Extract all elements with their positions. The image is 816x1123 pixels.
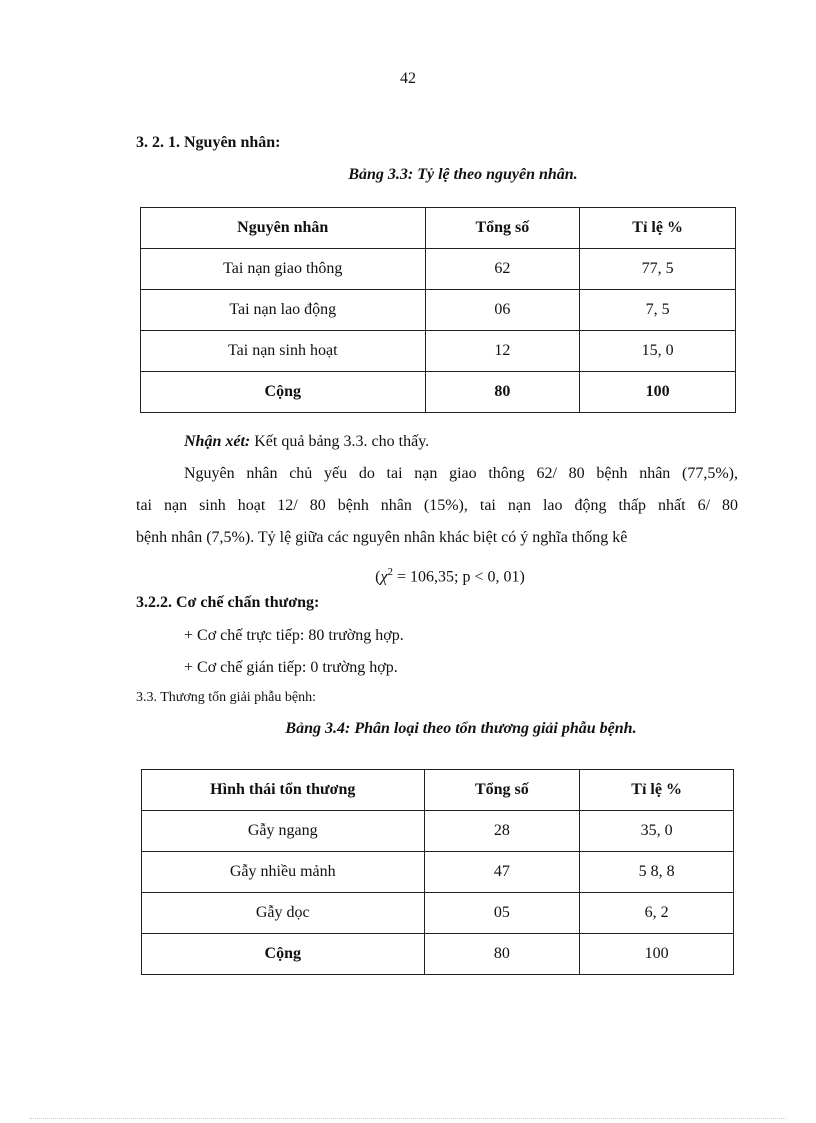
table-cell: 5 8, 8 <box>580 852 734 893</box>
table-cell: Cộng <box>141 372 426 413</box>
remark <box>184 426 429 458</box>
table-cell: 80 <box>424 934 580 975</box>
column-header: Nguyên nhân <box>141 208 426 249</box>
section-heading-causes: 3. 2. 1. Nguyên nhân: <box>136 134 281 151</box>
list-item: + Cơ chế gián tiếp: 0 trường hợp. <box>184 659 398 676</box>
table-cell: 05 <box>424 893 580 934</box>
table-cell: 62 <box>425 249 580 290</box>
page-footer-divider <box>30 1118 786 1119</box>
table-row <box>141 249 736 290</box>
table-header-row <box>142 770 734 811</box>
table-caption-3-4: Bảng 3.4: Phân loại theo tổn thương giải phẫu bệnh. <box>285 720 637 737</box>
table-cell: Tai nạn giao thông <box>141 249 426 290</box>
table-cell: 28 <box>424 811 580 852</box>
table-cell: 35, 0 <box>580 811 734 852</box>
column-header: Hình thái tổn thương <box>142 770 425 811</box>
paragraph-line: Nguyên nhân chủ yếu do tai nạn giao thông 62/ 80 bệnh nhân (77,5%), <box>184 465 738 482</box>
section-heading-lesions: 3.3. Thương tổn giải phẫu bệnh: <box>136 690 316 705</box>
chi-symbol: χ <box>380 568 388 586</box>
table-cell: 12 <box>425 331 580 372</box>
list-item: + Cơ chế trực tiếp: 80 trường hợp. <box>184 627 404 644</box>
table-row <box>142 811 734 852</box>
table-header-row <box>141 208 736 249</box>
stats-open: ( <box>375 568 381 586</box>
table-row <box>142 893 734 934</box>
table-cell: Gẫy nhiều mảnh <box>142 852 425 893</box>
statistics-result <box>0 556 816 593</box>
table-caption-3-3: Bảng 3.3: Tỷ lệ theo nguyên nhân. <box>348 166 578 183</box>
remark-text: Kết quả bảng 3.3. cho thấy. <box>250 433 430 450</box>
table-cell: 06 <box>425 290 580 331</box>
table-causes <box>140 207 736 413</box>
table-lesions <box>141 769 734 975</box>
table-cell: Gẫy ngang <box>142 811 425 852</box>
section-heading-mechanism: 3.2.2. Cơ chế chấn thương: <box>136 594 320 611</box>
page-number: 42 <box>400 70 416 87</box>
table-cell: 100 <box>580 934 734 975</box>
table-cell: Tai nạn lao động <box>141 290 426 331</box>
table-cell: 7, 5 <box>580 290 736 331</box>
table-cell: 100 <box>580 372 736 413</box>
stats-text: = 106,35; p < 0, 01) <box>393 568 525 586</box>
table-total-row <box>142 934 734 975</box>
column-header: Tổng số <box>424 770 580 811</box>
table-cell: 6, 2 <box>580 893 734 934</box>
column-header: Tổng số <box>425 208 580 249</box>
column-header: Tỉ lệ % <box>580 208 736 249</box>
paragraph-line: bệnh nhân (7,5%). Tỷ lệ giữa các nguyên nhân khác biệt có ý nghĩa thống kê <box>136 529 628 546</box>
chi-superscript: 2 <box>387 566 394 578</box>
column-header: Tỉ lệ % <box>580 770 734 811</box>
table-row <box>141 290 736 331</box>
table-cell: 47 <box>424 852 580 893</box>
table-cell: Cộng <box>142 934 425 975</box>
table-total-row <box>141 372 736 413</box>
table-cell: 80 <box>425 372 580 413</box>
table-row <box>141 331 736 372</box>
remark-label: Nhận xét: <box>184 433 251 450</box>
table-cell: Gẫy dọc <box>142 893 425 934</box>
paragraph-line: tai nạn sinh hoạt 12/ 80 bệnh nhân (15%), tai nạn lao động thấp nhất 6/ 80 <box>136 497 738 514</box>
table-row <box>142 852 734 893</box>
table-cell: 77, 5 <box>580 249 736 290</box>
table-cell: 15, 0 <box>580 331 736 372</box>
table-cell: Tai nạn sinh hoạt <box>141 331 426 372</box>
